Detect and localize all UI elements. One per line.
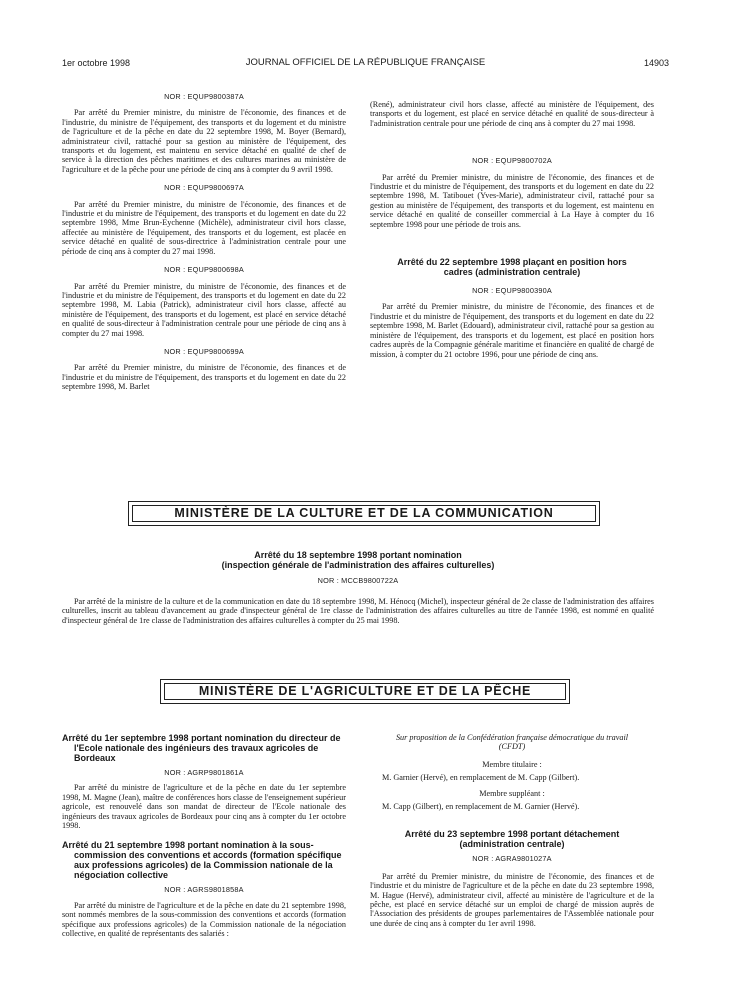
left-column-agriculture (62, 733, 346, 942)
right-column-agriculture (370, 733, 654, 932)
header-date: 1er octobre 1998 (62, 58, 131, 68)
nor-reference: NOR : AGRP9801861A (164, 768, 244, 777)
nor-reference: NOR : MCCB9800722A (317, 576, 399, 585)
nor-reference: NOR : AGRS9801858A (164, 885, 244, 895)
paragraph: Par arrêté du Premier ministre, du ministre de l'économie, des finances et de l'industrie et du ministre de l'équipement, des transports et du logement en date du 22 septembre 1998, Mme Brun-Eychenne (Michèle), administrateur civil hors classe, affectée au ministère de l'équipement, des transports et du logement, est placée en service détaché en qualité de sous-directrice à l'administration centrale pour une période de cinq ans à compter du 27 mai 1998. (62, 199, 346, 256)
nor-reference: NOR : EQUP9800702A (472, 156, 552, 166)
paragraph: Par arrêté du ministre de l'agriculture et de la pêche en date du 21 septembre 1998, sont nommés membres de la sous-commission des conventions et accords (formation spécifique aux professions agricoles) de la Commission nationale de la négociation collective, en qualité de représentants des salariés : (62, 900, 346, 939)
paragraph: Par arrêté du Premier ministre, du ministre de l'économie, des finances et de l'industrie et du ministre de l'équipement, des transports et du logement en date du 22 septembre 1998, M. Tatibouet (Yves-Marie), administrateur civil, rattaché pour sa gestion au ministère de l'équipement, des transports et du logement, est maintenu en service détaché en qualité de conseiller commercial à La Haye à compter du 16 septembre 1998 pour une période de trois ans. (370, 172, 654, 229)
decree-title-culture (62, 550, 654, 570)
paragraph: Par arrêté du Premier ministre, du ministre de l'économie, des finances et de l'industrie et du ministre de l'équipement, des transports et du logement en date du 22 septembre 1998, M. Labia (Patrick), administrateur civil hors classe, affecté au ministère de l'équipement, des transports et du logement, est placé en service détaché en qualité de sous-directeur à l'administration centrale pour une période de cinq ans à compter du 27 mai 1998. (62, 281, 346, 338)
decree-title-line: (inspection générale de l'administration des affaires culturelles) (221, 560, 495, 570)
member-label: Membre suppléant : (479, 788, 545, 798)
paragraph: Par arrêté de la ministre de la culture et de la communication en date du 18 septembre 1998, M. Hénocq (Michel), inspecteur général de 2e classe de l'administration des affaires culturelles, inscrit au tableau d'avancement au grade d'inspecteur général de 1re classe de l'administration des affaires culturelles au titre de l'année 1998, est nommé en qualité d'inspecteur général de 1re classe de l'administration des affaires culturelles à compter du 25 mai 1998. (62, 597, 654, 625)
nor-reference: NOR : EQUP9800387A (164, 92, 244, 101)
nor-reference: NOR : AGRA9801027A (472, 854, 552, 864)
decree-title-line: Arrêté du 18 septembre 1998 portant nomination (254, 550, 462, 560)
paragraph: Par arrêté du Premier ministre, du ministre de l'économie, des finances et de l'industrie et du ministre de l'équipement, des transports et du logement en date du 22 septembre 1998, M. Barlet (Edouard), administrateur civil, rattaché pour sa gestion au ministère de l'équipement, des transports et du logement, est placé en position hors cadres auprès de la Compagnie générale maritime et financière en qualité de chargé de mission, à compter du 21 octobre 1996, pour une période de cinq ans. (370, 302, 654, 359)
paragraph: Par arrêté du Premier ministre, du ministre de l'économie, des finances et de l'industrie et du ministre de l'agriculture et de la pêche en date du 23 septembre 1998, M. Hague (Hervé), administrateur civil, affecté au ministère de l'agriculture et de la pêche, est placé en service détaché sur un emploi de chargé de mission auprès de l'Association des présidents de groupes parlementaires de l'Assemblée nationale pour une durée de cinq ans à compter du 1er avril 1998. (370, 871, 654, 928)
journal-title: JOURNAL OFFICIEL DE LA RÉPUBLIQUE FRANÇAISE (245, 57, 486, 68)
nor-reference: NOR : EQUP9800699A (164, 346, 244, 356)
proposal-line: Sur proposition de la Confédération française démocratique du travail (CFDT) (395, 733, 629, 752)
paragraph: (René), administrateur civil hors classe, affecté au ministère de l'équipement, des transports et du logement, est placé en service détaché en qualité de sous-directeur à l'administration centrale pour une période de cinq ans à compter du 27 mai 1998. (370, 100, 654, 128)
right-column-top (370, 100, 654, 363)
paragraph: Par arrêté du Premier ministre, du ministre de l'économie, des finances et de l'industrie, du ministre de l'équipement, des transports et du logement et du ministre de l'agriculture et de la pêche en date du 22 septembre 1998, M. Boyer (Bernard), administrateur civil, rattaché pour sa gestion au ministère de l'équipement, des transports et du logement, est maintenu en service détaché en qualité de chef de service à la direction des pêches maritimes et des cultures marines au ministère de l'agriculture et de la pêche pour une période de cinq ans à compter du 9 avril 1998. (62, 108, 346, 174)
decree-title: Arrêté du 23 septembre 1998 portant détachement (administration centrale) (404, 829, 620, 850)
member-entry: M. Capp (Gilbert), en remplacement de M. Garnier (Hervé). (382, 802, 580, 812)
paragraph: Par arrêté du ministre de l'agriculture et de la pêche en date du 1er septembre 1998, M. Magne (Jean), maître de conférences hors classe de l'enseignement supérieur agricole, est renouvelé dans son mandat de directeur de l'Ecole nationale des ingénieurs des travaux agricoles de Bordeaux pour cinq ans à compter du 1er octobre 1998. (62, 783, 346, 831)
page-number: 14903 (643, 58, 669, 68)
ministry-heading-agriculture: MINISTÈRE DE L'AGRICULTURE ET DE LA PÊCHE (160, 679, 570, 704)
member-label: Membre titulaire : (482, 759, 542, 769)
decree-title: Arrêté du 21 septembre 1998 portant nomination à la sous-commission des conventions et accords (formation spécifique aux professions agricoles) de la Commission nationale de la négociation collective (62, 840, 342, 881)
decree-title: Arrêté du 22 septembre 1998 plaçant en position hors cadres (administration centrale) (397, 257, 627, 278)
culture-body (62, 597, 654, 629)
member-entry: M. Garnier (Hervé), en remplacement de M. Capp (Gilbert). (382, 773, 580, 783)
decree-title: Arrêté du 1er septembre 1998 portant nomination du directeur de l'Ecole nationale des ingénieurs des travaux agricoles de Bordeaux (62, 733, 341, 763)
ministry-heading-culture: MINISTÈRE DE LA CULTURE ET DE LA COMMUNICATION (128, 501, 600, 526)
left-column-top (62, 92, 346, 396)
nor-reference: NOR : EQUP9800698A (164, 265, 244, 275)
nor-reference: NOR : EQUP9800390A (472, 286, 552, 296)
nor-reference: NOR : EQUP9800697A (164, 183, 244, 193)
paragraph: Par arrêté du Premier ministre, du ministre de l'économie, des finances et de l'industrie et du ministre de l'équipement, des transports et du logement en date du 22 septembre 1998, M. Barlet (62, 363, 346, 392)
